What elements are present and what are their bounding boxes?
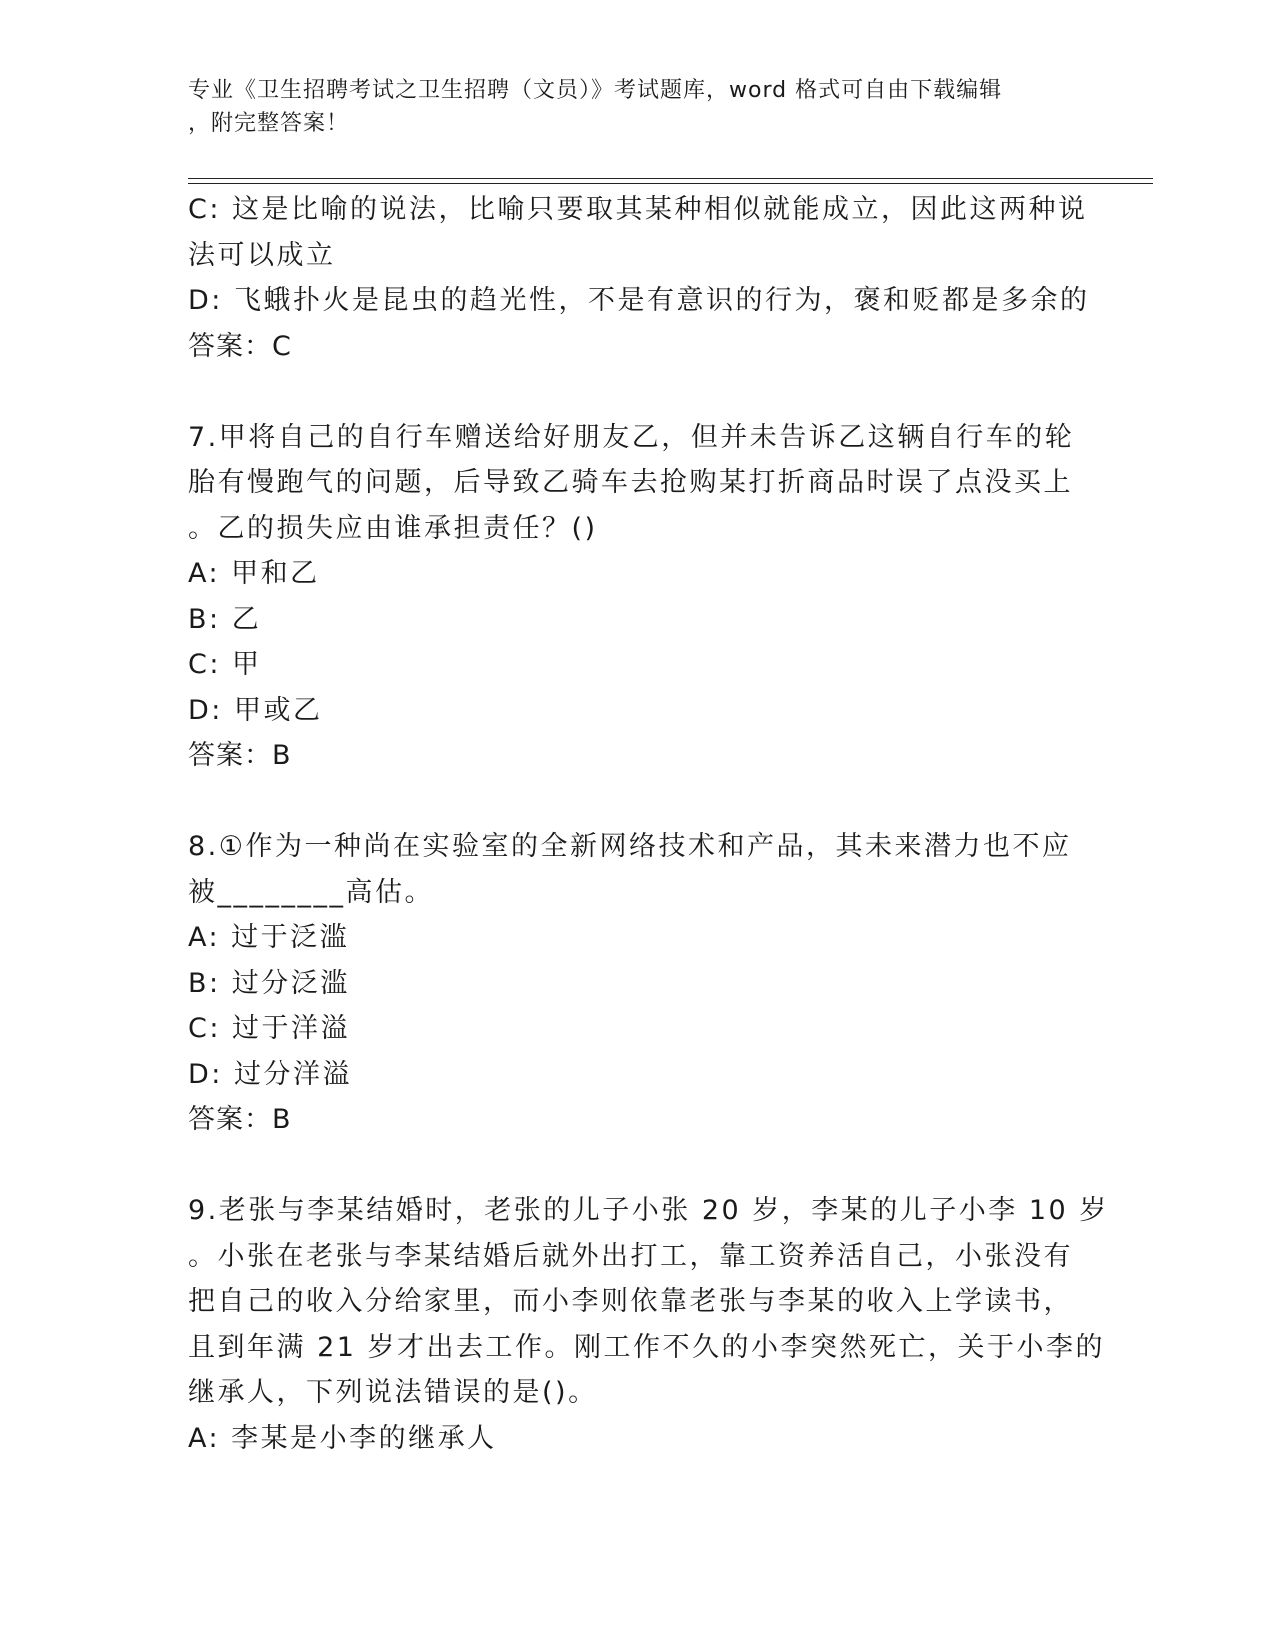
answer: 答案：B	[188, 1104, 292, 1135]
option-c-line-2: 法可以成立	[188, 239, 336, 271]
option-b: B: 过分泛滥	[188, 967, 350, 999]
question-stem-line: 被________高估。	[188, 876, 434, 908]
header-line-1: 专业《卫生招聘考试之卫生招聘（文员）》考试题库，word 格式可自由下载编辑	[188, 78, 1003, 103]
option-c: C: 甲	[188, 649, 262, 680]
answer: 答案：C	[188, 330, 292, 362]
option-b: B: 乙	[188, 603, 262, 635]
option-c: C: 过于洋溢	[188, 1013, 351, 1044]
option-d: D: 过分洋溢	[188, 1058, 352, 1090]
spacer	[188, 1143, 1088, 1189]
question-stem-line: 。小张在老张与李某结婚后就外出打工，靠工资养活自己，小张没有	[188, 1240, 1073, 1272]
question-9	[188, 1188, 1109, 1461]
question-stem-line: 7.甲将自己的自行车赠送给好朋友乙，但并未告诉乙这辆自行车的轮	[188, 421, 1075, 453]
option-c-line-1: C: 这是比喻的说法，比喻只要取其某种相似就能成立，因此这两种说	[188, 194, 1088, 225]
question-stem-line: 。乙的损失应由谁承担责任？()	[188, 512, 598, 544]
question-stem-line: 8.①作为一种尚在实验室的全新网络技术和产品，其未来潜力也不应	[188, 831, 1072, 862]
spacer	[188, 369, 1088, 415]
header-line-2: ，附完整答案！	[188, 111, 350, 136]
option-d: D: 飞蛾扑火是昆虫的趋光性，不是有意识的行为，褒和贬都是多余的	[188, 285, 1090, 316]
question-7	[188, 415, 1088, 779]
option-a: A: 过于泛滥	[188, 922, 350, 953]
question-stem-line: 胎有慢跑气的问题，后导致乙骑车去抢购某打折商品时误了点没买上	[188, 467, 1073, 498]
question-stem-line: 把自己的收入分给家里，而小李则依靠老张与李某的收入上学读书，	[188, 1286, 1073, 1317]
option-d: D: 甲或乙	[188, 694, 323, 726]
header-divider-top	[188, 178, 1153, 179]
option-a: A: 李某是小李的继承人	[188, 1422, 497, 1454]
option-a: A: 甲和乙	[188, 558, 320, 589]
question-8	[188, 824, 1088, 1143]
document-header	[188, 74, 1068, 140]
question-content	[188, 187, 1109, 1461]
previous-question	[188, 187, 1088, 369]
header-divider-bottom	[188, 183, 1153, 184]
question-stem-line: 继承人，下列说法错误的是()。	[188, 1377, 598, 1408]
answer: 答案：B	[188, 740, 292, 771]
spacer	[188, 779, 1088, 825]
question-stem-line: 且到年满 21 岁才出去工作。刚工作不久的小李突然死亡，关于小李的	[188, 1331, 1106, 1363]
question-stem-line: 9.老张与李某结婚时，老张的儿子小张 20 岁，李某的儿子小李 10 岁	[188, 1195, 1109, 1226]
